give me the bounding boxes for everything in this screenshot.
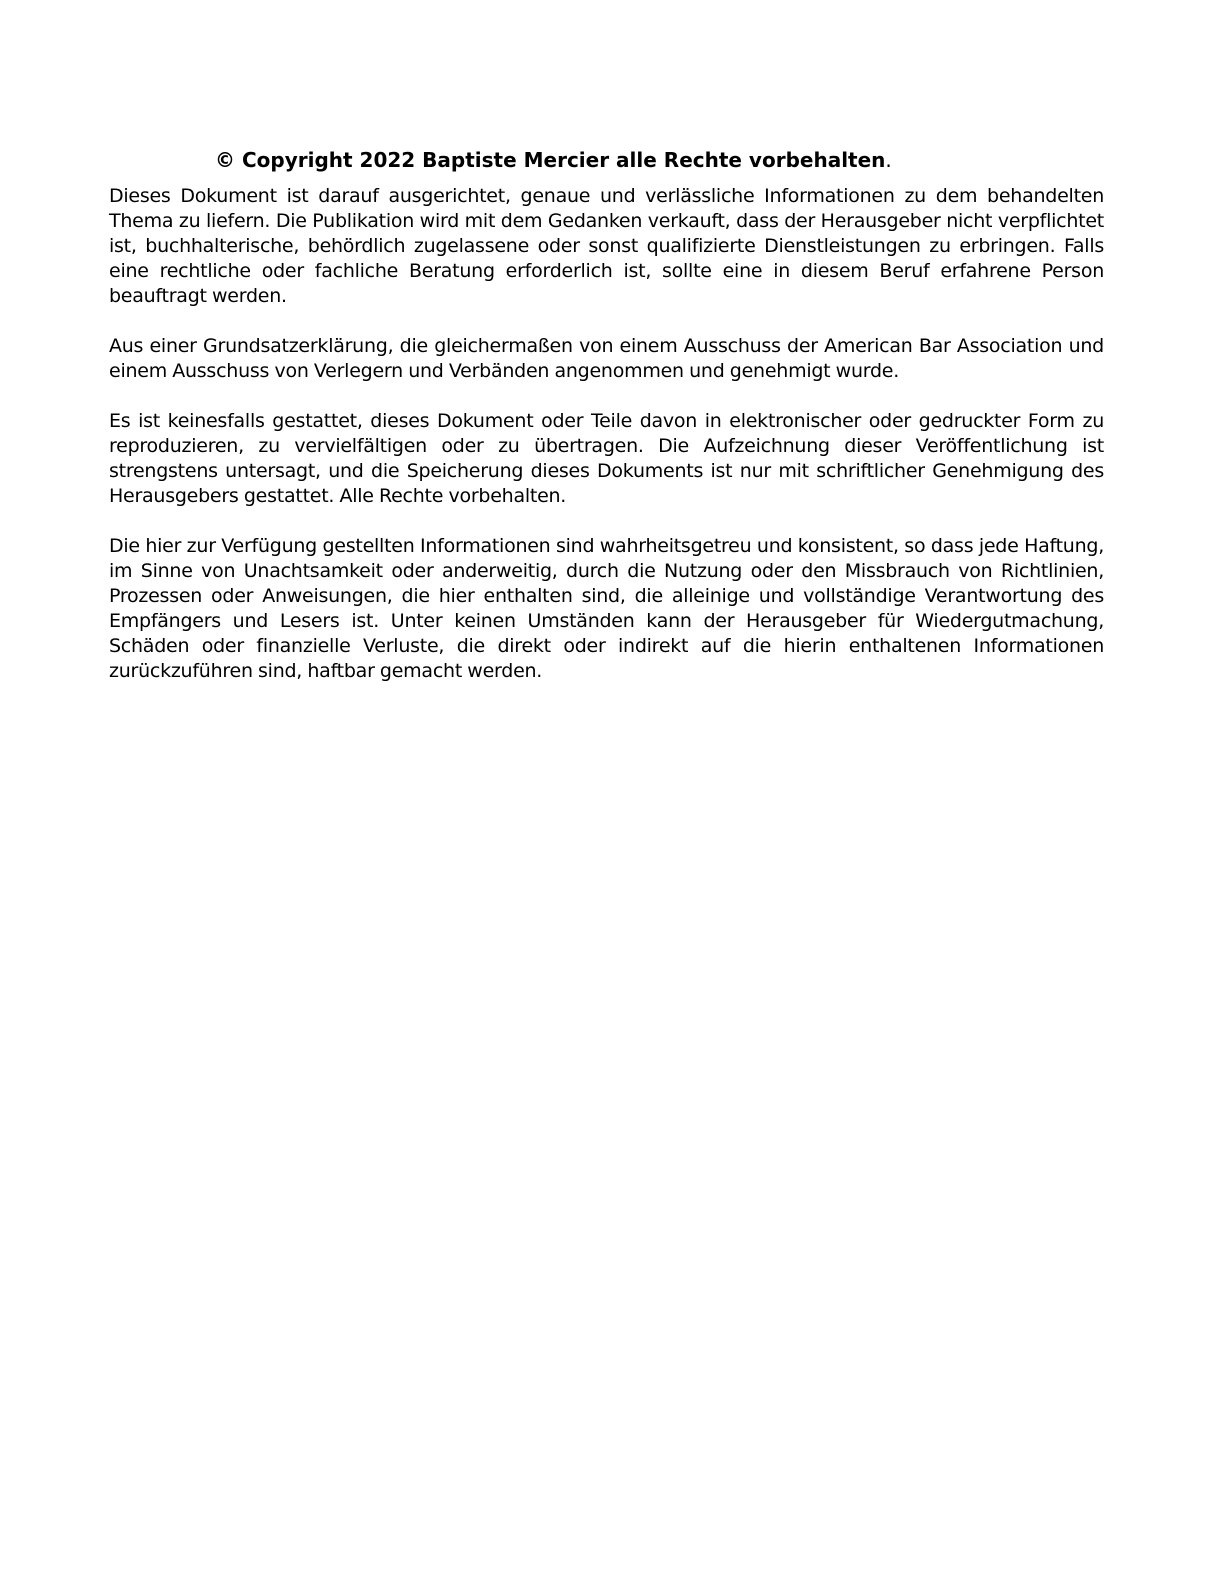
document-page [109,146,1104,709]
copyright-title: © Copyright 2022 Baptiste Mercier alle Rechte vorbehalten [215,148,886,172]
copyright-title-punctuation: . [885,148,892,172]
copyright-heading [215,146,1104,174]
disclaimer-paragraph-reproduction: Es ist keinesfalls gestattet, dieses Dokument oder Teile davon in elektronischer oder gedruckter Form zu reproduzieren, zu vervielfältigen oder zu übertragen. Die Aufzeichnung dieser Veröffentlichung ist strengstens untersagt, und die Speicherung dieses Dokuments ist nur mit schriftlicher Genehmigung des Herausgebers gestattet. Alle Rechte vorbehalten. [109,410,1104,507]
disclaimer-paragraph-purpose: Dieses Dokument ist darauf ausgerichtet, genaue und verlässliche Informationen zu dem behandelten Thema zu liefern. Die Publikation wird mit dem Gedanken verkauft, dass der Herausgeber nicht verpflichtet ist, buchhalterische, behördlich zugelassene oder sonst qualifizierte Dienstleistungen zu erbringen. Falls eine rechtliche oder fachliche Beratung erforderlich ist, sollte eine in diesem Beruf erfahrene Person beauftragt werden. [109,185,1104,307]
disclaimer-paragraph-declaration: Aus einer Grundsatzerklärung, die gleichermaßen von einem Ausschuss der American Bar Association und einem Ausschuss von Verlegern und Verbänden angenommen und genehmigt wurde. [109,335,1104,382]
disclaimer-paragraph-liability: Die hier zur Verfügung gestellten Informationen sind wahrheitsgetreu und konsistent, so dass jede Haftung, im Sinne von Unachtsamkeit oder anderweitig, durch die Nutzung oder den Missbrauch von Richtlinien, Prozessen oder Anweisungen, die hier enthalten sind, die alleinige und vollständige Verantwortung des Empfängers und Lesers ist. Unter keinen Umständen kann der Herausgeber für Wiedergutmachung, Schäden oder finanzielle Verluste, die direkt oder indirekt auf die hierin enthaltenen Informationen zurückzuführen sind, haftbar gemacht werden. [109,535,1104,682]
